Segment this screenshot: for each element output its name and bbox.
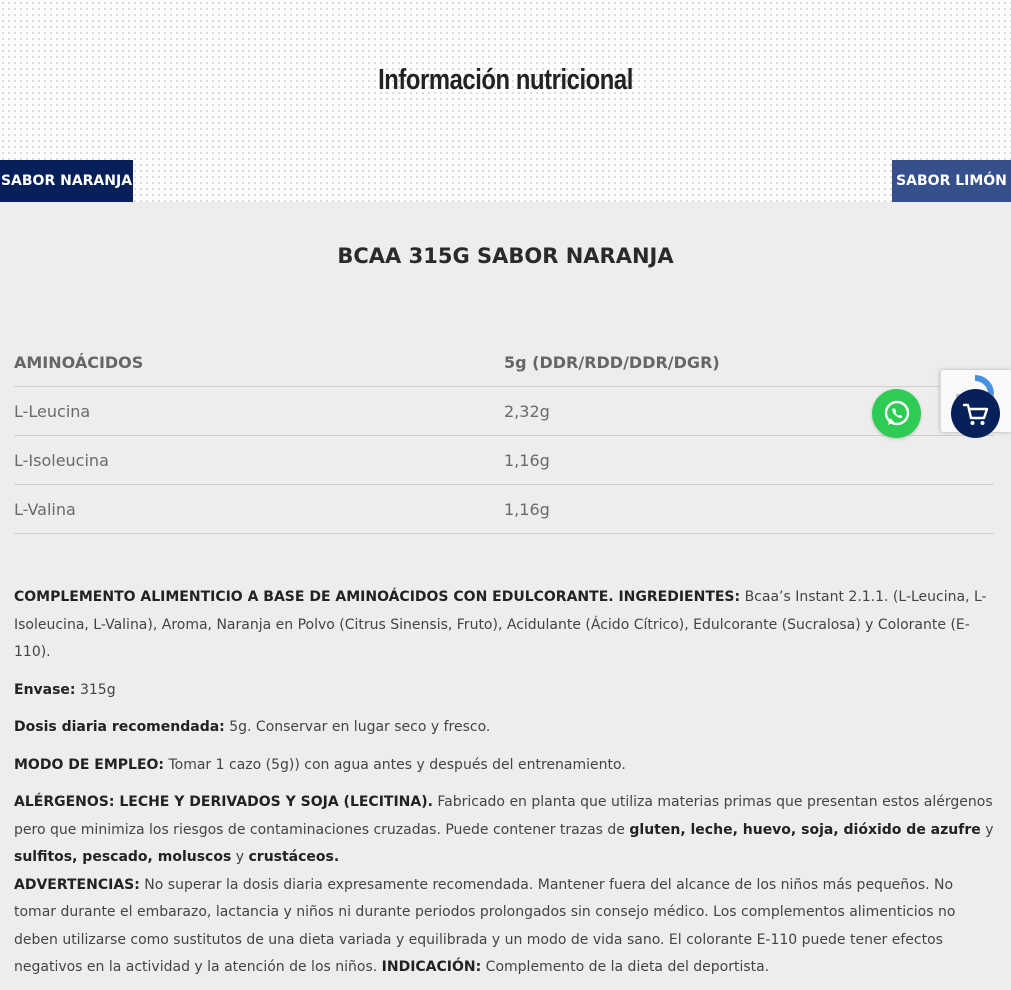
indicacion-label: INDICACIÓN:	[381, 959, 482, 975]
dosis-text: 5g. Conservar en lugar seco y fresco.	[224, 719, 491, 735]
envase-paragraph	[14, 677, 994, 705]
ingredients-label: COMPLEMENTO ALIMENTICIO A BASE DE AMINOÁCIDOS CON EDULCORANTE. INGREDIENTES:	[14, 589, 741, 605]
table-row	[14, 387, 994, 436]
advertencias-paragraph	[14, 872, 994, 982]
page-title: Información nutricional	[378, 64, 633, 96]
table-cell: 1,16g	[504, 499, 550, 519]
modo-empleo-text: Tomar 1 cazo (5g)) con agua antes y después del entrenamiento.	[164, 756, 626, 773]
table-row	[14, 436, 994, 485]
table-cell: L-Isoleucina	[14, 450, 109, 470]
tab-sabor-naranja[interactable]: SABOR NARANJA	[0, 160, 133, 202]
product-description	[14, 584, 994, 990]
alergenos-text: Fabricado en planta que utiliza materias primas que presentan estos alérgenos pero que minimiza los riesgos de contaminaciones cruzadas. Puede contener trazas de	[14, 794, 993, 838]
table-cell: 2,32g	[504, 401, 550, 421]
table-cell: L-Valina	[14, 499, 76, 519]
header-section	[0, 0, 1011, 202]
table-row	[14, 485, 994, 534]
alergenos-label: ALÉRGENOS: LECHE Y DERIVADOS Y SOJA (LECITINA).	[14, 794, 433, 810]
cart-button[interactable]	[951, 389, 1000, 438]
advertencias-label: ADVERTENCIAS:	[14, 876, 140, 893]
table-header-row	[14, 338, 994, 387]
trazas-3: crustáceos.	[248, 849, 340, 865]
ingredients-paragraph	[14, 584, 994, 667]
dosis-label: Dosis diaria recomendada:	[14, 719, 225, 735]
advertencias-text: No superar la dosis diaria expresamente recomendada. Mantener fuera del alcance de los niños más pequeños. No tomar durante el embarazo, lactancia y niños ni durante periodos prolongados sin consejo médico. Los complementos alimenticios no deben utilizarse como sustitutos de una dieta variada y equilibrada y un modo de vida sano. El colorante E-110 puede tener efectos negativos en la actividad y la atención de los niños.	[14, 876, 956, 975]
modo-empleo-paragraph	[14, 752, 994, 780]
indicacion-text: Complemento de la dieta del deportista.	[481, 959, 770, 975]
trazas-2: sulfitos, pescado, moluscos	[14, 849, 232, 865]
whatsapp-button[interactable]	[872, 389, 921, 438]
tab-sabor-limon[interactable]: SABOR LIMÓN	[892, 160, 1011, 202]
product-title: BCAA 315G SABOR NARANJA	[337, 244, 674, 268]
table-cell: L-Leucina	[14, 401, 91, 421]
table-header-cell: 5g (DDR/RDD/DDR/DGR)	[504, 352, 720, 372]
envase-label: Envase:	[14, 681, 76, 698]
and-1: y	[980, 821, 994, 838]
envase-text: 315g	[75, 681, 116, 698]
table-cell: 1,16g	[504, 450, 550, 470]
dosis-paragraph	[14, 714, 994, 742]
shopping-cart-icon	[961, 399, 991, 429]
and-2: y	[231, 849, 249, 865]
table-header-cell: AMINOÁCIDOS	[14, 352, 144, 372]
trazas-1: gluten, leche, huevo, soja, dióxido de azufre	[629, 821, 981, 838]
nutrition-table	[14, 338, 994, 534]
modo-empleo-label: MODO DE EMPLEO:	[14, 756, 165, 773]
ingredients-text: Bcaa’s Instant 2.1.1. (L-Leucina, L-Isoleucina, L-Valina), Aroma, Naranja en Polvo (Citrus Sinensis, Fruto), Acidulante (Ácido Cítrico), Edulcorante (Sucralosa) y Colorante (E-110).	[14, 589, 987, 660]
alergenos-paragraph	[14, 789, 994, 872]
whatsapp-icon	[881, 398, 913, 430]
